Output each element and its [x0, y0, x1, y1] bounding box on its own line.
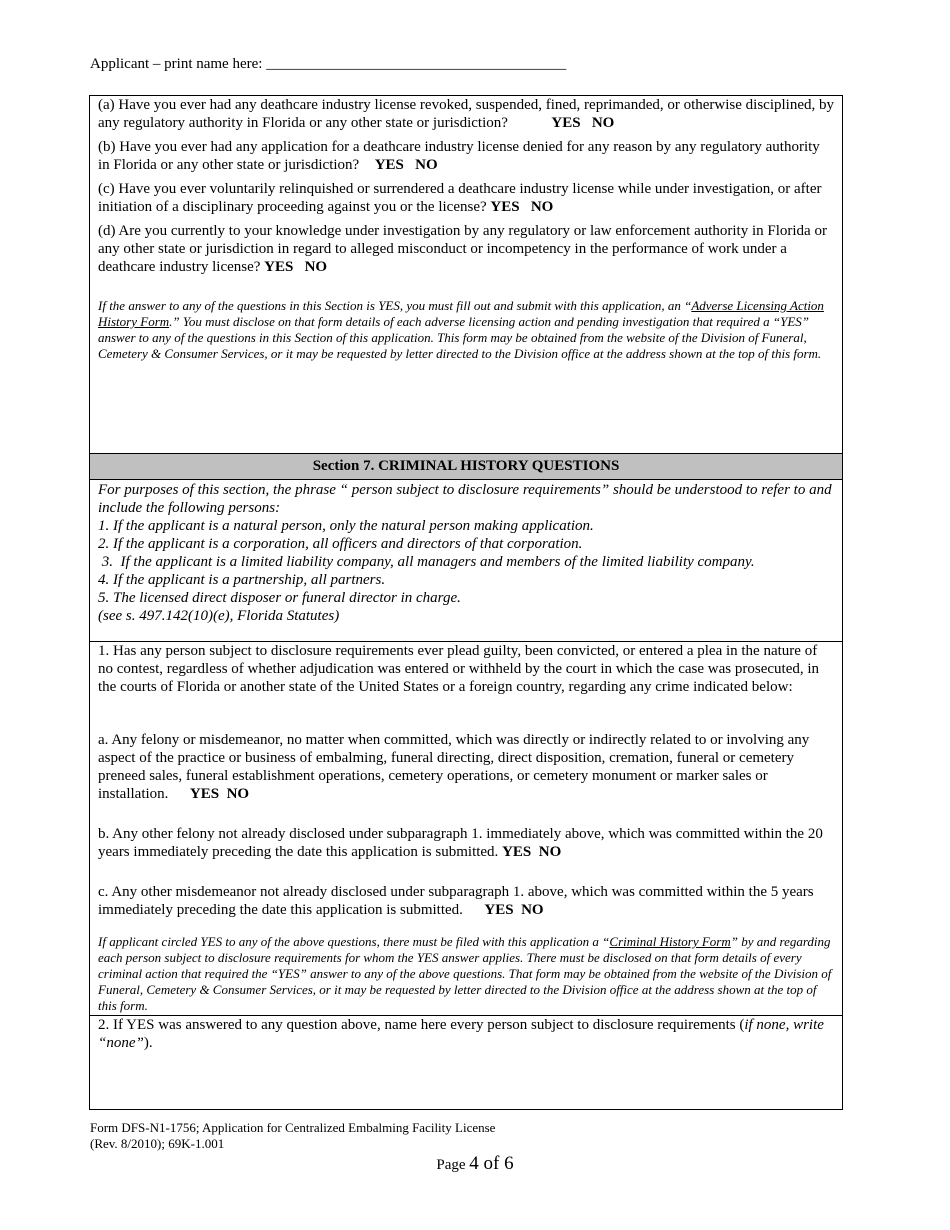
page-current: 4 [469, 1153, 479, 1174]
question-d-yes-no[interactable]: YES NO [264, 259, 328, 275]
page-total: 6 [504, 1153, 514, 1174]
question-b-yes-no[interactable]: YES NO [374, 157, 438, 173]
page-number [0, 1153, 950, 1175]
statute-reference: (see s. 497.142(10)(e), Florida Statutes) [98, 608, 340, 624]
footer-form-id: Form DFS-N1-1756; Application for Centralized Embalming Facility License [90, 1120, 496, 1135]
page-of: of [478, 1153, 505, 1174]
adverse-note-pre: If the answer to any of the questions in this Section is YES, you must fill out and submit with this application, an “ [98, 298, 692, 313]
question-d-text: (d) Are you currently to your knowledge under investigation by any regulatory or law enforcement authority in Florida or any other state or jurisdiction in regard to alleged misconduct or incompetency in the performance of work under a deathcare industry license? [98, 223, 827, 275]
adverse-action-note [98, 298, 834, 362]
definition-item-1: 1. If the applicant is a natural person, only the natural person making application. [98, 518, 594, 534]
question-1c [98, 883, 834, 919]
definitions-intro: For purposes of this section, the phrase “ person subject to disclosure requirements” should be understood to refer to and include the following persons: [98, 482, 832, 516]
definition-item-5: 5. The licensed direct disposer or funeral director in charge. [98, 590, 461, 606]
section7-questions [89, 641, 843, 1015]
section6-box [89, 95, 843, 453]
applicant-name-line[interactable]: Applicant – print name here: ________________________________________ [90, 56, 567, 72]
question-2-italic: if none, write “none” [98, 1017, 824, 1051]
question-2 [98, 1016, 834, 1052]
question-a-yes-no[interactable]: YES NO [551, 115, 615, 131]
question-b [98, 138, 834, 174]
form-footer [90, 1120, 495, 1152]
section7-heading: Section 7. CRIMINAL HISTORY QUESTIONS [89, 453, 843, 479]
criminal-note-post: ” by and regarding each person subject to disclosure requirements for whom the YES answer applies. There must be disclosed on that form details of every criminal action that required the “YES” answer to any of the above questions. That form may be obtained from the website of the Division of Funeral, Cemetery & Consumer Services, or it may be requested by letter directed to the Division office at the address shown at the top of this form. [98, 934, 832, 1013]
definition-item-4: 4. If the applicant is a partnership, all partners. [98, 572, 386, 588]
question-1b [98, 825, 834, 861]
question-1b-yes-no[interactable]: YES NO [502, 844, 562, 860]
criminal-note-pre: If applicant circled YES to any of the above questions, there must be filed with this application a “ [98, 934, 610, 949]
adverse-note-post: .” You must disclose on that form details of each adverse licensing action and pending investigation that required a “YES” answer to any of the questions in this Section of this application. This form may be obtained from the website of the Division of Funeral, Cemetery & Consumer Services, or it may be requested by letter directed to the Division office at the address shown at the top of this form. [98, 314, 822, 361]
question-c-yes-no[interactable]: YES NO [490, 199, 554, 215]
definition-item-3: 3. If the applicant is a limited liability company, all managers and members of the limited liability company. [98, 554, 755, 570]
adverse-form-link[interactable]: Adverse Licensing Action History Form [98, 298, 824, 329]
criminal-history-note [98, 934, 834, 1014]
question-b-text: (b) Have you ever had any application for a deathcare industry license denied for any reason by any regulatory authority in Florida or any other state or jurisdiction? [98, 139, 820, 173]
question-2-pre: 2. If YES was answered to any question above, name here every person subject to disclosure requirements ( [98, 1017, 745, 1033]
question-2-post: ). [143, 1035, 153, 1051]
definitions-block [98, 481, 834, 625]
question-a [98, 96, 834, 132]
page-prefix: Page [436, 1157, 470, 1173]
question-a-text: (a) Have you ever had any deathcare industry license revoked, suspended, fined, reprimanded, or otherwise disciplined, by any regulatory authority in Florida or any other state or jurisdiction? [98, 97, 834, 131]
footer-revision: (Rev. 8/2010); 69K-1.001 [90, 1136, 225, 1151]
question-1a [98, 731, 834, 803]
definition-item-2: 2. If the applicant is a corporation, all officers and directors of that corporation. [98, 536, 583, 552]
question-1b-text: b. Any other felony not already disclosed under subparagraph 1. immediately above, which was committed within the 20 years immediately preceding the date this application is submitted. [98, 826, 823, 860]
question-1a-yes-no[interactable]: YES NO [189, 786, 250, 802]
question-c-text: (c) Have you ever voluntarily relinquished or surrendered a deathcare industry license while under investigation, or after initiation of a disciplinary proceeding against you or the license? [98, 181, 822, 215]
question-c [98, 180, 834, 216]
question-1: 1. Has any person subject to disclosure requirements ever plead guilty, been convicted, or entered a plea in the nature of no contest, regardless of whether adjudication was entered or withheld by the court in which the case was prosecuted, in the courts of Florida or another state of the United States or a foreign country, regarding any crime indicated below: [98, 643, 820, 695]
disclosure-names-box[interactable] [89, 1015, 843, 1110]
question-1a-text: a. Any felony or misdemeanor, no matter when committed, which was directly or indirectly related to or involving any aspect of the practice or business of embalming, funeral directing, direct disposition, cremation, funeral or cemetery preneed sales, funeral establishment operations, cemetery operations, or cemetery monument or marker sales or installation. [98, 732, 810, 802]
criminal-history-form-link[interactable]: Criminal History Form [609, 934, 731, 949]
question-1c-yes-no[interactable]: YES NO [484, 902, 544, 918]
section7-definitions [89, 479, 843, 641]
question-1c-text: c. Any other misdemeanor not already disclosed under subparagraph 1. above, which was committed within the 5 years immediately preceding the date this application is submitted. [98, 884, 814, 918]
question-d [98, 222, 834, 276]
